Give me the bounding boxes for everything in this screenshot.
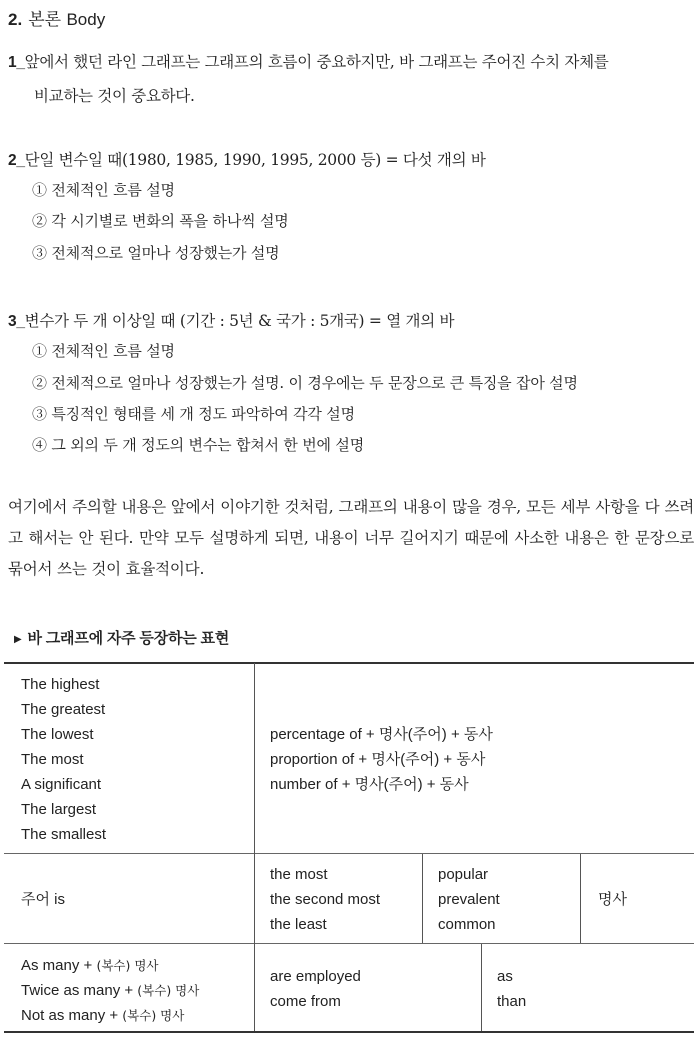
row3-quantities bbox=[21, 953, 199, 1028]
section-number: 2. bbox=[8, 10, 23, 29]
quantity-item: Not as many + (복수) 명사 bbox=[21, 1007, 185, 1024]
degree-item: the least bbox=[270, 916, 327, 933]
section-title-ko: 본론 bbox=[28, 10, 62, 30]
superlative-item: The highest bbox=[21, 676, 100, 693]
item-2-sub-3: ③ 전체적으로 얼마나 성장했는가 설명 bbox=[32, 244, 280, 262]
comparator-item: than bbox=[497, 993, 527, 1010]
table-col-divider-r2b bbox=[580, 854, 581, 943]
item-2-sub-1: ① 전체적인 흐름 설명 bbox=[32, 181, 175, 199]
adjective-item: popular bbox=[438, 866, 489, 883]
degree-item: the most bbox=[270, 866, 328, 883]
row3-comparators bbox=[497, 964, 526, 1014]
table-top-border bbox=[4, 662, 694, 664]
item-3-sub-3: ③ 특징적인 형태를 세 개 정도 파악하여 각각 설명 bbox=[32, 405, 355, 423]
triangle-bullet-icon: ▶ bbox=[14, 634, 22, 645]
superlative-item: The smallest bbox=[21, 826, 107, 843]
pattern-item: proportion of + 명사(주어) + 동사 bbox=[270, 751, 486, 768]
adjective-item: prevalent bbox=[438, 891, 500, 908]
row2-noun: 명사 bbox=[598, 891, 627, 908]
table-row-divider-2 bbox=[4, 943, 694, 944]
section-heading bbox=[8, 5, 105, 30]
caution-paragraph: 여기에서 주의할 내용은 앞에서 이야기한 것처럼, 그래프의 내용이 많을 경우, 모든 세부 사항을 다 쓰려고 해서는 안 된다. 만약 모두 설명하게 되면, 내용이 너무 길어지기 때문에 사소한 내용은 한 문장으로 묶어서 쓰는 것이 효율적이다. bbox=[8, 498, 694, 578]
item-3-sub-2: ② 전체적으로 얼마나 성장했는가 설명. 이 경우에는 두 문장으로 큰 특징을 잡아 설명 bbox=[32, 374, 578, 392]
table-col-divider-r3 bbox=[481, 944, 482, 1031]
pattern-item: number of + 명사(주어) + 동사 bbox=[270, 776, 469, 793]
row1-superlatives bbox=[21, 672, 106, 847]
superlative-item: The lowest bbox=[21, 726, 94, 743]
quantity-item: Twice as many + (복수) 명사 bbox=[21, 982, 200, 999]
superlative-item: A significant bbox=[21, 776, 102, 793]
pattern-item: percentage of + 명사(주어) + 동사 bbox=[270, 726, 493, 743]
row2-subject: 주어 is bbox=[21, 891, 65, 908]
table-title: ▶ 바 그래프에 자주 등장하는 표현 bbox=[14, 630, 230, 647]
item-2-line-1: 2_단일 변수일 때(1980, 1985, 1990, 1995, 2000 등) = 다섯 개의 바 bbox=[8, 151, 486, 169]
table-row-divider-1 bbox=[4, 853, 694, 854]
table-bottom-border bbox=[4, 1031, 694, 1033]
superlative-item: The greatest bbox=[21, 701, 106, 718]
table-col-divider-main bbox=[254, 663, 255, 1031]
degree-item: the second most bbox=[270, 891, 381, 908]
row1-patterns bbox=[270, 722, 493, 797]
comparator-item: as bbox=[497, 968, 513, 985]
superlative-item: The largest bbox=[21, 801, 97, 818]
quantity-item: As many + (복수) 명사 bbox=[21, 957, 159, 974]
item-3-sub-1: ① 전체적인 흐름 설명 bbox=[32, 342, 175, 360]
item-1-line-2: 비교하는 것이 중요하다. bbox=[34, 87, 195, 105]
row3-verbs bbox=[270, 964, 361, 1014]
item-3-sub-4: ④ 그 외의 두 개 정도의 변수는 합쳐서 한 번에 설명 bbox=[32, 436, 364, 454]
superlative-item: The most bbox=[21, 751, 84, 768]
verb-item: come from bbox=[270, 993, 341, 1010]
table-col-divider-r2a bbox=[422, 854, 423, 943]
section-title-en: Body bbox=[66, 10, 106, 29]
row2-adjectives bbox=[438, 862, 500, 937]
verb-item: are employed bbox=[270, 968, 361, 985]
item-1-line-1: 1_앞에서 했던 라인 그래프는 그래프의 흐름이 중요하지만, 바 그래프는 주어진 수치 자체를 bbox=[8, 53, 609, 71]
item-2-sub-2: ② 각 시기별로 변화의 폭을 하나씩 설명 bbox=[32, 212, 289, 230]
row2-degree bbox=[270, 862, 380, 937]
adjective-item: common bbox=[438, 916, 496, 933]
item-3-line-1: 3_변수가 두 개 이상일 때 (기간 : 5년 & 국가 : 5개국) = 열 개의 바 bbox=[8, 312, 455, 330]
